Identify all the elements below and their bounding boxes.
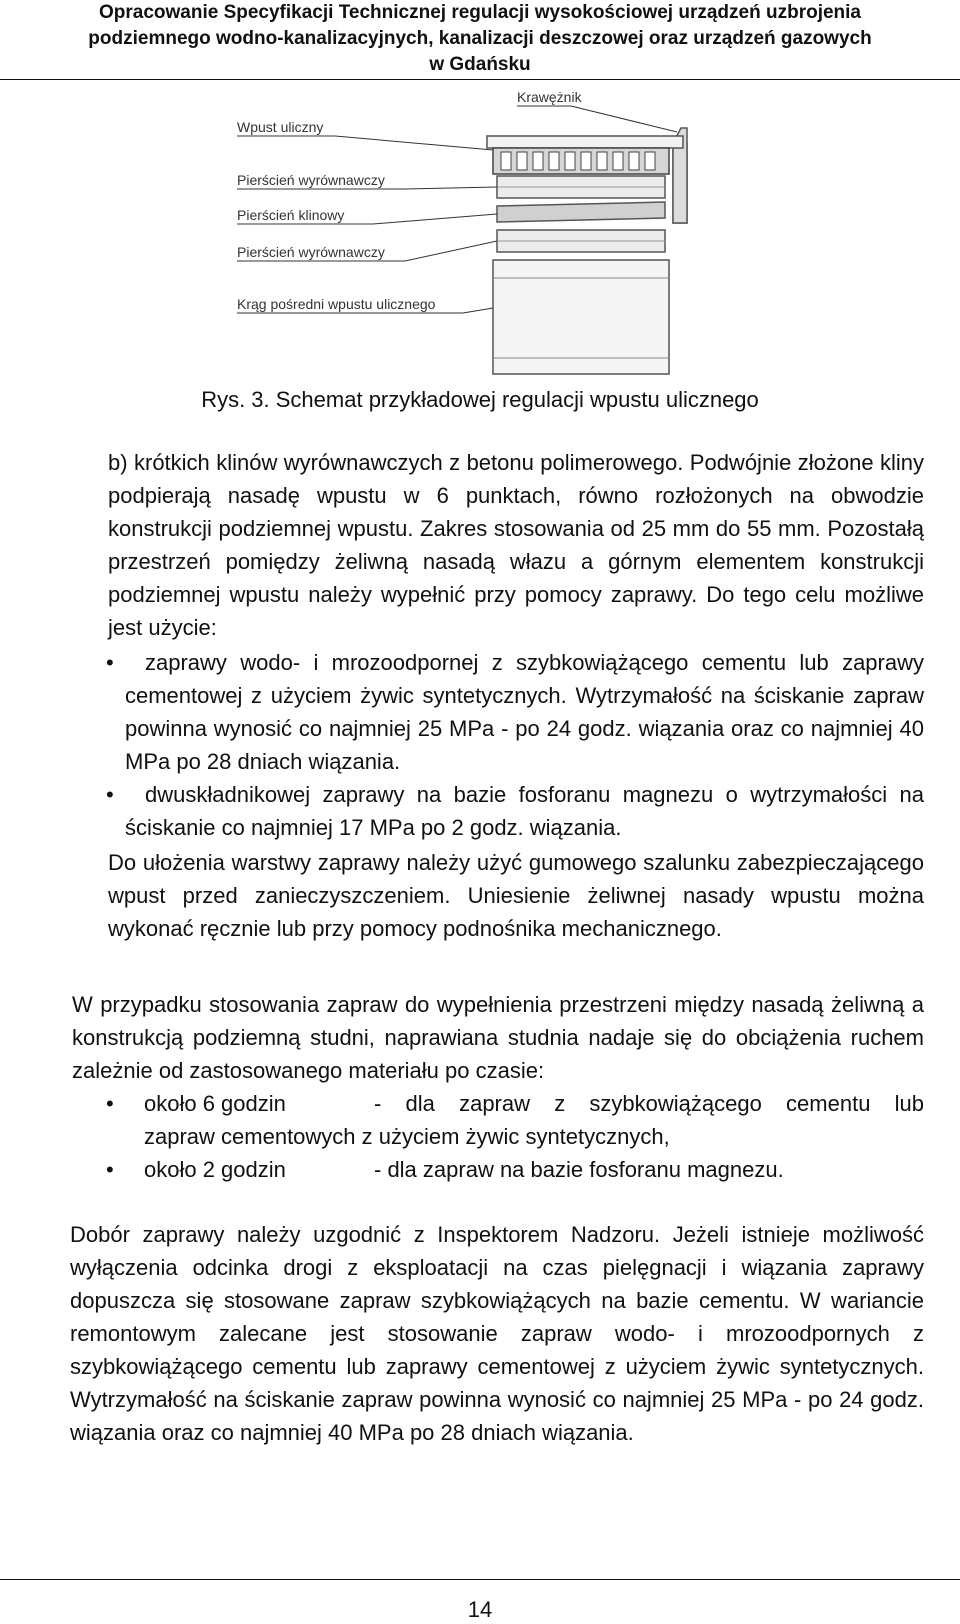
leveling-ring-upper-shape	[497, 176, 665, 198]
document-header	[0, 0, 960, 78]
header-rule	[0, 79, 960, 80]
label-leveling-ring-1: Pierścień wyrównawczy	[237, 172, 385, 188]
label-leveling-ring-2: Pierścień wyrównawczy	[237, 244, 385, 260]
header-line-2: podziemnego wodno-kanalizacyjnych, kanalizacji deszczowej oraz urządzeń gazowych	[88, 28, 872, 49]
paragraph-formwork: Do ułożenia warstwy zaprawy należy użyć gumowego szalunku zabezpieczającego wpust przed zanieczyszczeniem. Uniesienie żeliwnej nasady wpustu można wykonać ręcznie lub przy pomocy podnośnika mechanicznego.	[108, 850, 924, 941]
list-item-mortar-magnesium: dwuskładnikowej zaprawy na bazie fosforanu magnezu o wytrzymałości na ściskanie co najmniej 17 MPa po 2 godz. wiązania.	[125, 782, 924, 840]
header-line-1: Opracowanie Specyfikacji Technicznej regulacji wysokościowej urządzeń uzbrojenia	[98, 2, 861, 23]
paragraph-mortar-selection: Dobór zaprawy należy uzgodnić z Inspektorem Nadzoru. Jeżeli istnieje możliwość wyłączenia odcinka drogi z eksploatacji na czas pielęgnacji i wiązania zaprawy dopuszcza się stosowane zapraw szybkowiążących na bazie cementu. W wariancie remontowym zalecane jest stosowanie zapraw wodo- i mrozoodpornych z szybkowiążącego cementu lub zaprawy cementowej z użyciem żywic syntetycznych. Wytrzymałość na ściskanie zapraw powinna wynosić co najmniej 25 MPa - po 24 godz. wiązania oraz co najmniej 40 MPa po 28 dniach wiązania.	[70, 1222, 924, 1445]
paragraph-b: b) krótkich klinów wyrównawczych z betonu polimerowego. Podwójnie złożone kliny podpierają nasadę wpustu w 6 punktach, równo rozłożonych na obwodzie konstrukcji podziemnej wpustu. Zakres stosowania od 25 mm do 55 mm. Pozostałą przestrzeń pomiędzy żeliwną nasadą włazu a górnym elementem konstrukcji podziemnej wpustu należy wypełnić przy pomocy zaprawy. Do tego celu możliwe jest użycie:	[108, 450, 924, 640]
label-wedge-ring: Pierścień klinowy	[237, 207, 345, 223]
list-item-desc-2h: - dla zapraw na bazie fosforanu magnezu.	[374, 1157, 784, 1182]
bullet-marker: •	[106, 782, 114, 807]
bullet-marker: •	[106, 650, 114, 675]
leveling-ring-lower-shape	[497, 230, 665, 252]
bullet-marker: •	[106, 1091, 114, 1116]
inlet-grate-shape	[487, 136, 683, 174]
list-item-time-2h: około 2 godzin	[144, 1157, 286, 1182]
list-item-cont-6h: zapraw cementowych z użyciem żywic syntetycznych,	[144, 1124, 670, 1149]
page-number: 14	[467, 1597, 493, 1622]
list-item-mortar-cement: zaprawy wodo- i mrozoodpornej z szybkowiążącego cementu lub zaprawy cementowej z użyciem żywic syntetycznych. Wytrzymałość na ściskanie zapraw powinna wynosić co najmniej 25 MPa - po 24 godz. wiązania oraz co najmniej 40 MPa po 28 dniach wiązania.	[125, 650, 924, 774]
list-item-time-6h: około 6 godzin	[144, 1091, 286, 1116]
label-intermediate-ring: Krąg pośredni wpustu ulicznego	[237, 296, 436, 312]
list-item-desc-6h: - dla zapraw z szybkowiążącego cementu lub	[374, 1091, 924, 1116]
bullet-marker: •	[106, 1157, 114, 1182]
paragraph-load-time: W przypadku stosowania zapraw do wypełnienia przestrzeni między nasadą żeliwną a konstrukcją podziemną studni, naprawiana studnia nadaje się do obciążenia ruchem zależnie od zastosowanego materiału po czasie:	[72, 992, 924, 1083]
label-curb: Krawężnik	[517, 89, 582, 105]
intermediate-ring-shape	[493, 260, 669, 374]
figure-caption: Rys. 3. Schemat przykładowej regulacji wpustu ulicznego	[201, 387, 759, 412]
label-street-inlet: Wpust uliczny	[237, 119, 324, 135]
wedge-ring-shape	[497, 202, 665, 222]
header-line-3: w Gdańsku	[429, 54, 531, 75]
inlet-regulation-diagram	[225, 88, 695, 378]
footer-rule	[0, 1579, 960, 1580]
